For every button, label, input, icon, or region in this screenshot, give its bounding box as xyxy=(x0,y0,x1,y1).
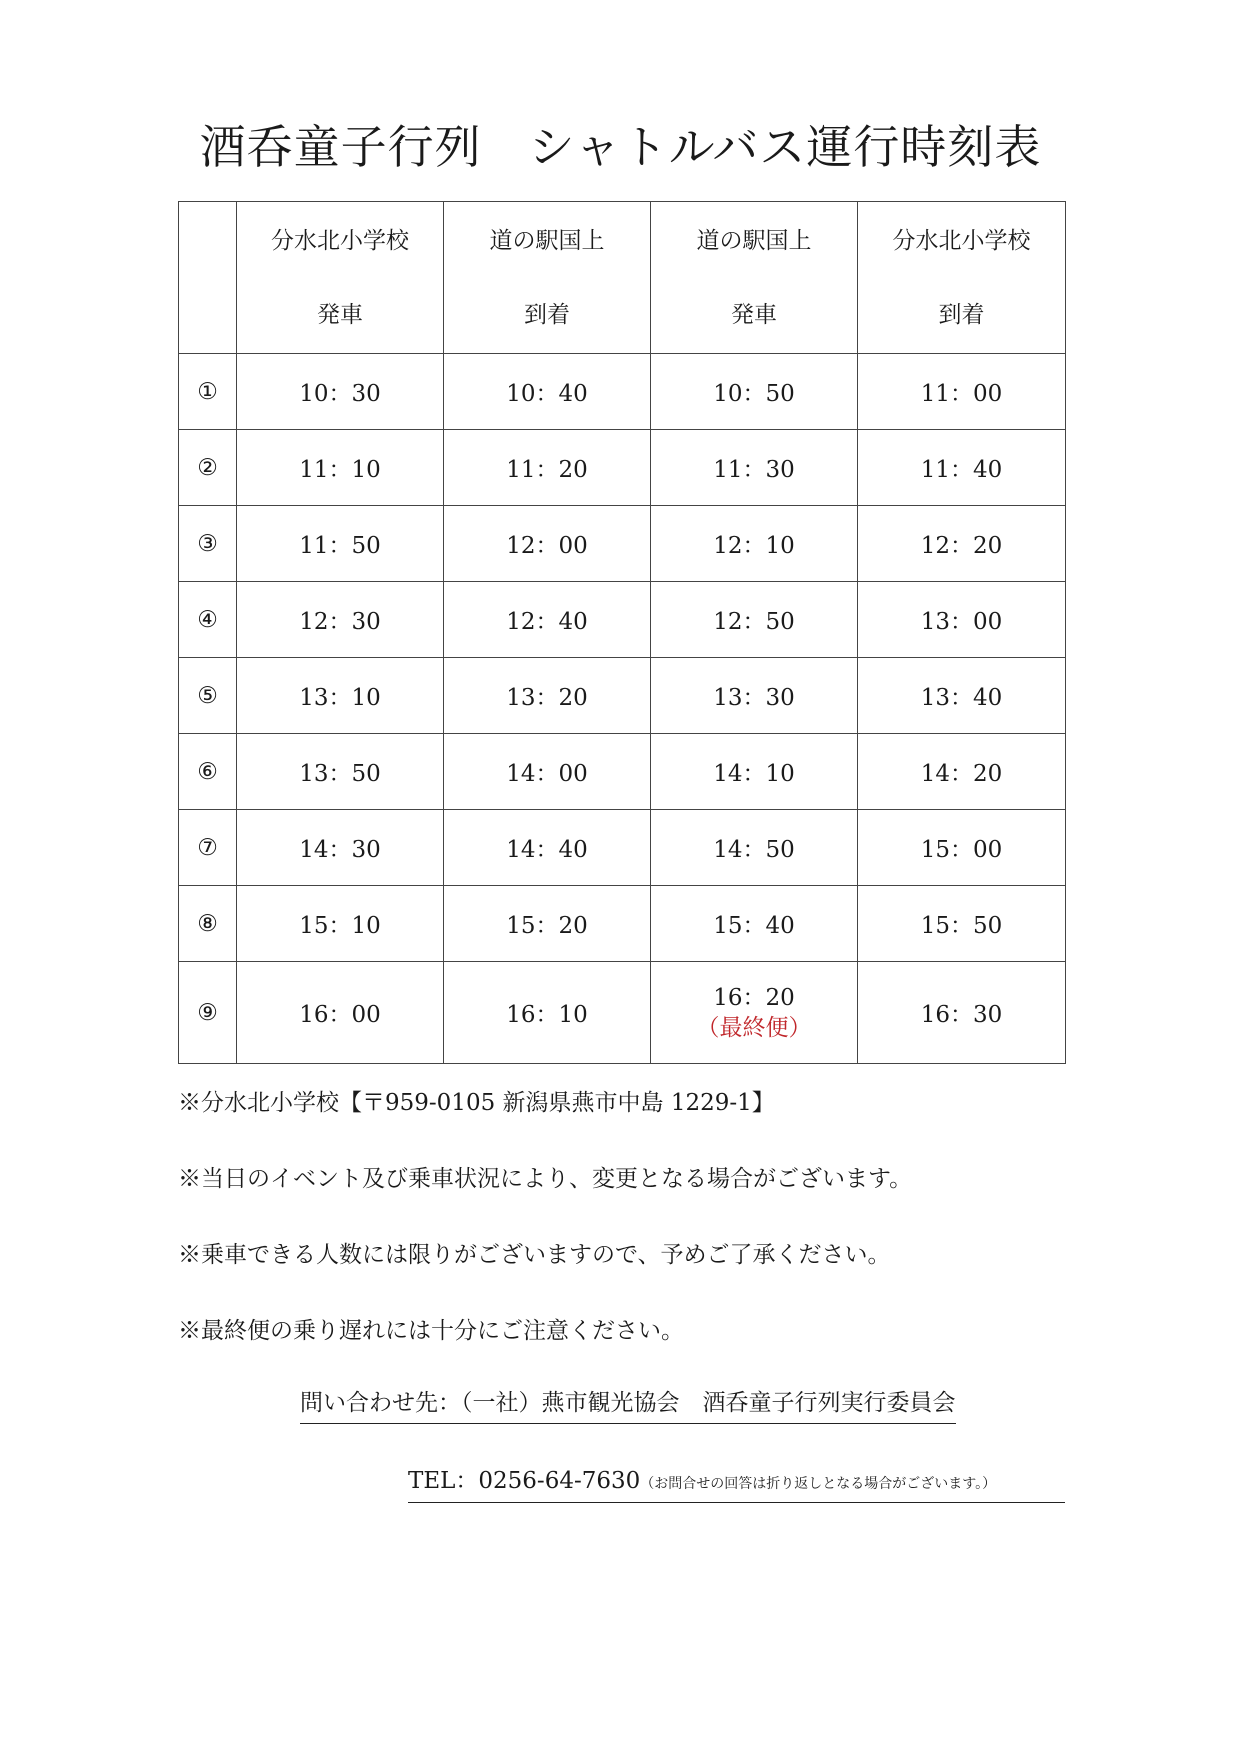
header-cell xyxy=(444,202,651,354)
time-cell: 11：30 xyxy=(651,430,858,506)
header-station: 道の駅国上 xyxy=(696,227,812,254)
tel-note: （お問合せの回答は折り返しとなる場合がございます。） xyxy=(640,1476,997,1492)
time-cell: 16：30 xyxy=(858,962,1066,1064)
time-cell: 11：10 xyxy=(237,430,444,506)
time-cell: 16：00 xyxy=(237,962,444,1064)
header-cell xyxy=(651,202,858,354)
tel-number: TEL：0256-64-7630 xyxy=(408,1468,641,1494)
trip-number: ④ xyxy=(179,582,237,658)
time-cell: 13：00 xyxy=(858,582,1066,658)
table-row xyxy=(179,962,1066,1064)
table-row xyxy=(179,582,1066,658)
time-cell: 12：30 xyxy=(237,582,444,658)
table-row xyxy=(179,506,1066,582)
time-cell: 11：00 xyxy=(858,354,1066,430)
time-cell: 11：40 xyxy=(858,430,1066,506)
time-cell: 13：30 xyxy=(651,658,858,734)
time-cell: 12：10 xyxy=(651,506,858,582)
notes-section xyxy=(178,1083,1078,1387)
contact-line: 問い合わせ先：（一社）燕市観光協会 酒呑童子行列実行委員会 xyxy=(300,1383,956,1424)
table-row xyxy=(179,658,1066,734)
time-cell-last-trip xyxy=(651,962,858,1064)
time-cell: 15：10 xyxy=(237,886,444,962)
time-cell: 14：30 xyxy=(237,810,444,886)
trip-number: ② xyxy=(179,430,237,506)
header-station: 道の駅国上 xyxy=(489,227,605,254)
note-last-trip: ※最終便の乗り遅れには十分にご注意ください。 xyxy=(178,1318,684,1344)
header-corner-cell xyxy=(179,202,237,354)
note-schedule-change: ※当日のイベント及び乗車状況により、変更となる場合がございます。 xyxy=(178,1166,913,1192)
header-cell xyxy=(237,202,444,354)
time-cell: 14：50 xyxy=(651,810,858,886)
trip-number: ③ xyxy=(179,506,237,582)
table-row xyxy=(179,430,1066,506)
trip-number: ⑧ xyxy=(179,886,237,962)
time-cell: 13：20 xyxy=(444,658,651,734)
table-row xyxy=(179,810,1066,886)
time-cell: 10：40 xyxy=(444,354,651,430)
time-cell: 14：00 xyxy=(444,734,651,810)
time-cell: 11：20 xyxy=(444,430,651,506)
header-action: 発車 xyxy=(317,301,363,328)
time-cell: 10：30 xyxy=(237,354,444,430)
note-address: ※分水北小学校【〒959-0105 新潟県燕市中島 1229-1】 xyxy=(178,1090,775,1116)
time-cell: 12：50 xyxy=(651,582,858,658)
page-title: 酒呑童子行列 シャトルバス運行時刻表 xyxy=(199,120,1042,174)
time-cell: 13：50 xyxy=(237,734,444,810)
header-action: 発車 xyxy=(731,301,777,328)
trip-number: ⑨ xyxy=(179,962,237,1064)
time-cell: 14：10 xyxy=(651,734,858,810)
shuttle-timetable xyxy=(178,201,1066,1064)
time-cell: 15：20 xyxy=(444,886,651,962)
time-cell: 12：20 xyxy=(858,506,1066,582)
table-row xyxy=(179,886,1066,962)
trip-number: ⑥ xyxy=(179,734,237,810)
header-station: 分水北小学校 xyxy=(271,227,409,254)
time-cell: 12：40 xyxy=(444,582,651,658)
time-cell: 13：10 xyxy=(237,658,444,734)
time-cell: 16：10 xyxy=(444,962,651,1064)
time-cell: 14：40 xyxy=(444,810,651,886)
table-row xyxy=(179,734,1066,810)
time-cell: 15：50 xyxy=(858,886,1066,962)
header-station: 分水北小学校 xyxy=(892,227,1031,254)
time-cell: 13：40 xyxy=(858,658,1066,734)
time-cell: 11：50 xyxy=(237,506,444,582)
table-row xyxy=(179,354,1066,430)
last-trip-note: （最終便） xyxy=(696,1014,812,1041)
time-cell: 14：20 xyxy=(858,734,1066,810)
tel-line xyxy=(408,1463,1065,1503)
time-cell: 15：00 xyxy=(858,810,1066,886)
header-action: 到着 xyxy=(938,301,985,328)
trip-number: ⑦ xyxy=(179,810,237,886)
trip-number: ⑤ xyxy=(179,658,237,734)
table-header-row xyxy=(179,202,1066,354)
time-cell: 15：40 xyxy=(651,886,858,962)
trip-number: ① xyxy=(179,354,237,430)
time-value: 16：20 xyxy=(713,984,795,1011)
time-cell: 12：00 xyxy=(444,506,651,582)
time-cell: 10：50 xyxy=(651,354,858,430)
header-action: 到着 xyxy=(524,301,570,328)
note-capacity: ※乗車できる人数には限りがございますので、予めご了承ください。 xyxy=(178,1242,891,1268)
header-cell xyxy=(858,202,1066,354)
